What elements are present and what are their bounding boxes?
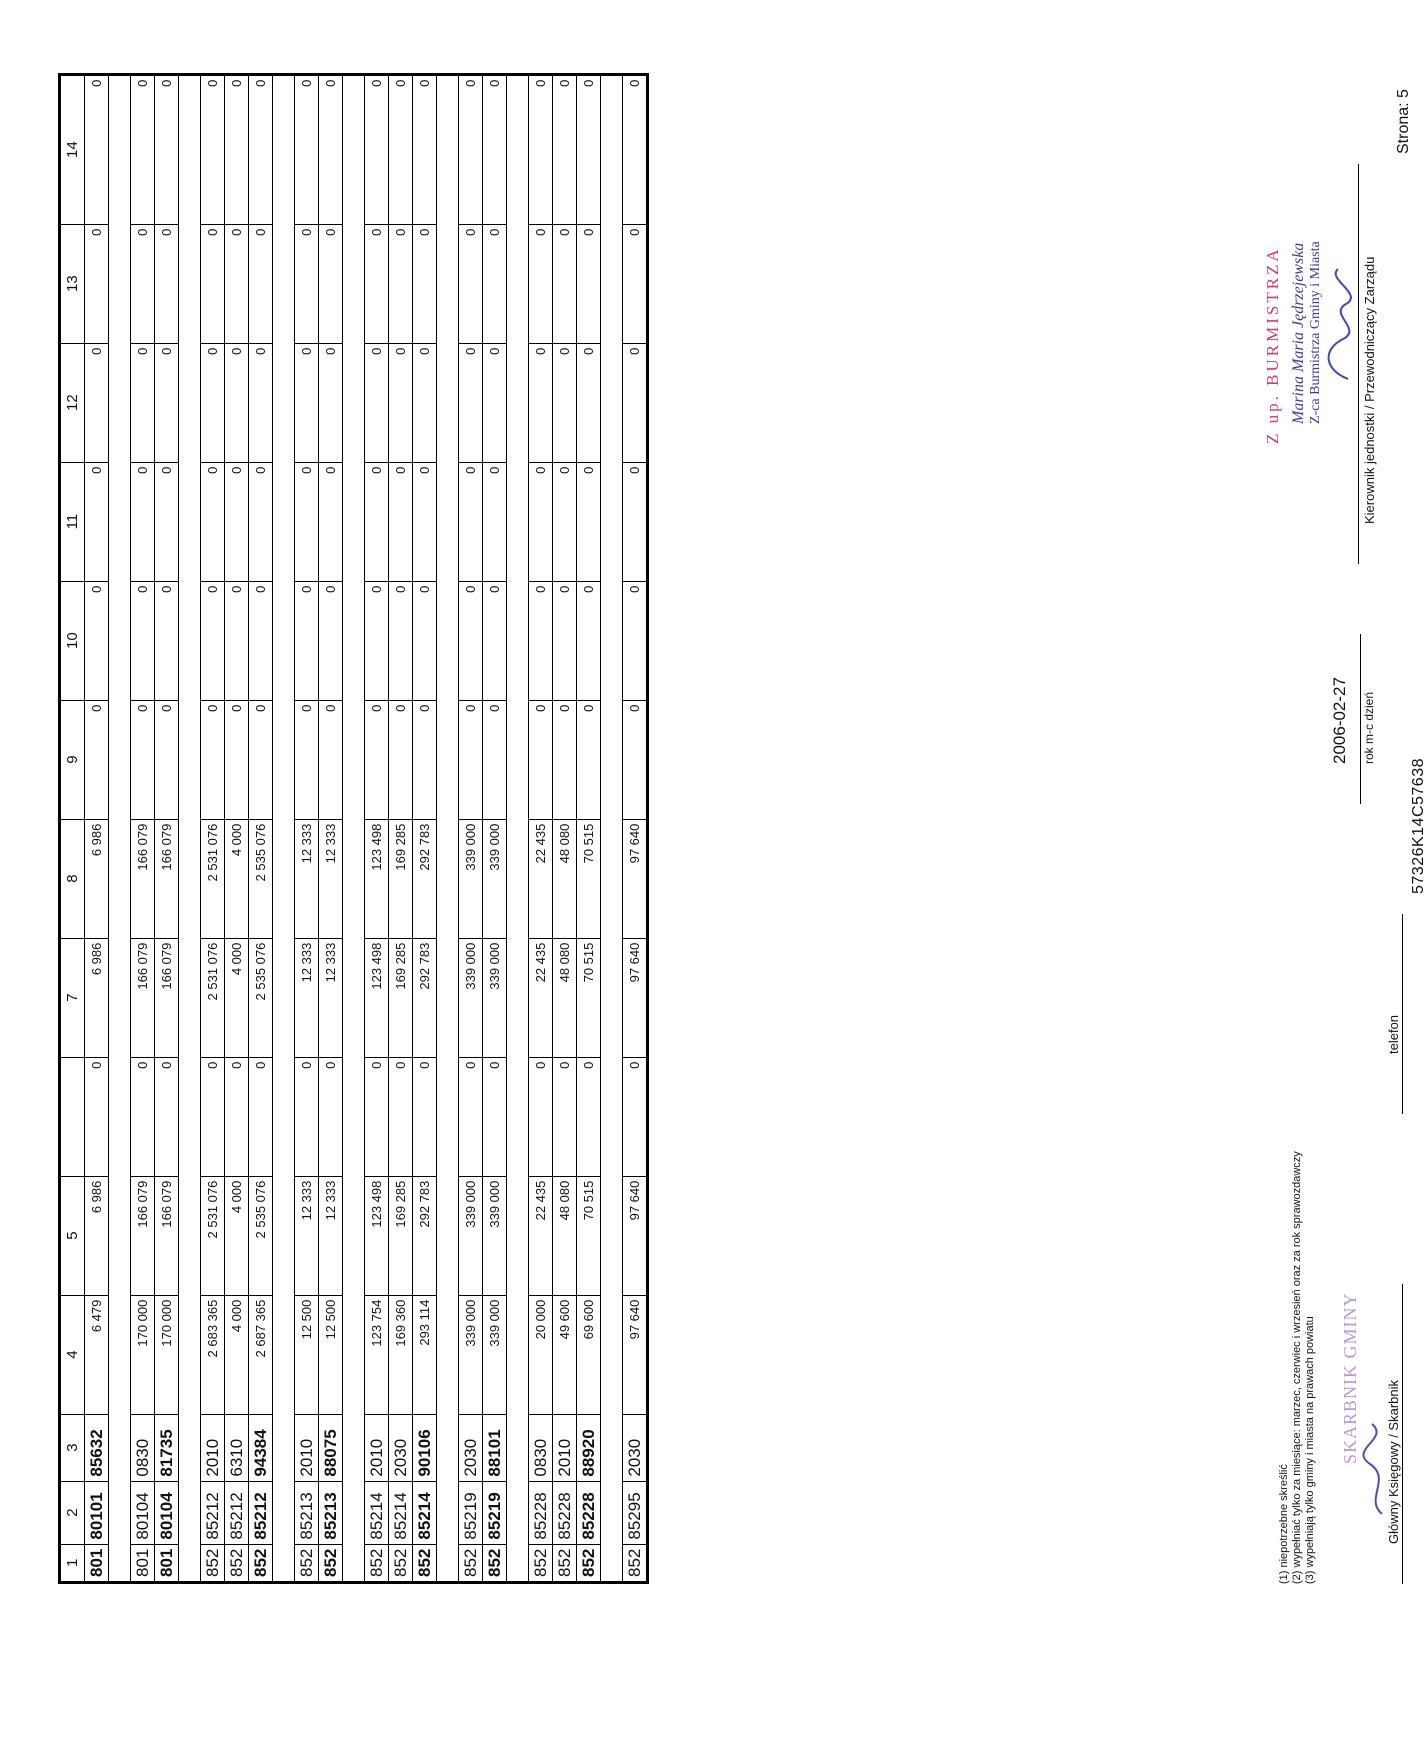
column-header: 11 [60,462,85,581]
date-caption: rok m-c dzień [1362,691,1376,764]
table-cell: 0 [319,1057,343,1176]
table-cell: 0 [85,343,109,462]
table-cell: 852 [249,1544,273,1582]
table-row [249,74,273,1582]
group-separator [437,74,459,1582]
table-cell: 48 080 [553,1176,577,1295]
table-cell: 0 [365,343,389,462]
table-cell: 0 [529,74,553,224]
table-cell: 0 [459,74,483,224]
table-cell: 80101 [85,1481,109,1544]
table-cell: 0 [483,74,507,224]
table-row [131,74,155,1582]
table-cell: 85219 [459,1481,483,1544]
left-stamp: SKARBNIK GMINY [1340,1292,1360,1464]
table-cell: 0 [483,581,507,700]
group-separator [601,74,623,1582]
table-cell: 0 [483,700,507,819]
table-cell: 6 986 [85,938,109,1057]
table-cell: 6 479 [85,1295,109,1414]
table-cell: 0 [623,343,648,462]
table-cell: 0 [85,462,109,581]
table-cell: 166 079 [155,819,179,938]
table-row [483,74,507,1582]
group-separator [109,74,131,1582]
accountant-line [1402,1284,1403,1584]
right-stamp-name: Marina Maria Jędrzejewska [1290,242,1307,424]
table-cell: 0 [577,581,601,700]
table-cell: 0 [483,1057,507,1176]
column-header: 10 [60,581,85,700]
table-cell: 0 [365,74,389,224]
table-cell: 6310 [225,1414,249,1481]
table-cell: 0 [249,343,273,462]
table-cell: 0 [623,700,648,819]
table-cell: 12 500 [319,1295,343,1414]
table-cell: 852 [295,1544,319,1582]
table-row [413,74,437,1582]
table-cell: 0 [319,224,343,343]
table-cell: 170 000 [155,1295,179,1414]
table-cell: 0 [131,1057,155,1176]
table-row [365,74,389,1582]
table-cell: 12 333 [295,1176,319,1295]
table-cell: 70 515 [577,938,601,1057]
table-cell: 0 [249,1057,273,1176]
table-cell: 0 [295,343,319,462]
table-cell: 339 000 [459,938,483,1057]
table-cell: 292 783 [413,938,437,1057]
table-cell: 0 [389,224,413,343]
table-cell: 0 [459,700,483,819]
table-cell: 166 079 [131,938,155,1057]
right-stamp-role: Z-ca Burmistrza Gminy i Miasta [1308,241,1323,424]
table-cell: 0 [155,74,179,224]
table-cell: 0 [225,343,249,462]
table-cell: 85212 [201,1481,225,1544]
table-row [577,74,601,1582]
table-cell: 0 [131,462,155,581]
note-1: (1) niepotrzebne skreślić [1278,1464,1290,1584]
table-row [201,74,225,1582]
table-cell: 80104 [131,1481,155,1544]
table-cell: 88101 [483,1414,507,1481]
table-cell: 49 600 [553,1295,577,1414]
table-cell: 22 435 [529,938,553,1057]
table-cell: 0 [225,581,249,700]
table-row [553,74,577,1582]
table-cell: 0 [553,462,577,581]
table-cell: 48 080 [553,819,577,938]
table-cell: 0 [85,581,109,700]
table-cell: 169 285 [389,1176,413,1295]
note-2: (2) wypełniać tylko za miesiące: marzec, czerwiec i wrzesień oraz za rok sprawozdawczy [1291,1151,1303,1584]
table-cell: 85212 [225,1481,249,1544]
table-row [389,74,413,1582]
table-cell: 2010 [201,1414,225,1481]
table-cell: 85214 [389,1481,413,1544]
table-cell: 0 [155,700,179,819]
table-cell: 2 531 076 [201,819,225,938]
table-cell: 339 000 [459,819,483,938]
table-row [319,74,343,1582]
table-cell: 0 [553,700,577,819]
group-separator [273,74,295,1582]
table-cell: 0 [577,1057,601,1176]
table-cell: 0 [459,462,483,581]
table-cell: 0 [201,462,225,581]
table-cell: 0 [155,343,179,462]
accountant-caption: Główny Księgowy / Skarbnik [1386,1379,1401,1544]
table-cell: 0 [365,224,389,343]
table-cell: 0 [295,224,319,343]
table-cell: 0 [249,224,273,343]
table-cell: 0 [155,1057,179,1176]
group-separator [179,74,201,1582]
table-cell: 0 [483,462,507,581]
table-cell: 22 435 [529,1176,553,1295]
table-cell: 0 [483,343,507,462]
table-cell: 0 [131,343,155,462]
table-cell: 0 [529,700,553,819]
table-cell: 0 [85,700,109,819]
table-cell: 0 [319,343,343,462]
table-cell: 97 640 [623,1295,648,1414]
table-cell: 0 [295,462,319,581]
manager-caption: Kierownik jednostki / Przewodniczący Zarządu [1362,256,1377,524]
table-row [155,74,179,1582]
table-cell: 6 986 [85,1176,109,1295]
column-header [60,1057,85,1176]
table-cell: 4 000 [225,938,249,1057]
table-cell: 0 [623,74,648,224]
table-cell: 12 333 [295,938,319,1057]
table-cell: 0 [553,581,577,700]
table-cell: 2 687 365 [249,1295,273,1414]
column-header: 5 [60,1176,85,1295]
table-cell: 88920 [577,1414,601,1481]
page-number: Strona: 5 [1395,89,1412,154]
table-cell: 0 [365,1057,389,1176]
table-row [225,74,249,1582]
table-cell: 6 986 [85,819,109,938]
table-cell: 2030 [623,1414,648,1481]
table-cell: 0 [529,343,553,462]
table-cell: 2 531 076 [201,1176,225,1295]
table-cell: 0 [389,462,413,581]
table-cell: 0 [553,224,577,343]
table-cell: 12 500 [295,1295,319,1414]
table-cell: 0 [225,700,249,819]
table-cell: 0 [85,74,109,224]
report-table [58,73,649,1584]
column-header: 3 [60,1414,85,1481]
report-date: 2006-02-27 [1330,677,1349,764]
table-cell: 0 [623,1057,648,1176]
table-cell: 123 498 [365,819,389,938]
table-cell: 2 535 076 [249,1176,273,1295]
table-cell: 85228 [553,1481,577,1544]
table-row [295,74,319,1582]
column-header: 2 [60,1481,85,1544]
table-cell: 169 360 [389,1295,413,1414]
table-cell: 97 640 [623,1176,648,1295]
table-cell: 852 [529,1544,553,1582]
table-cell: 0 [389,581,413,700]
table-cell: 852 [389,1544,413,1582]
table-cell: 0 [295,1057,319,1176]
table-cell: 97 640 [623,938,648,1057]
column-header: 13 [60,224,85,343]
table-cell: 80104 [155,1481,179,1544]
table-cell: 0 [413,1057,437,1176]
table-cell: 170 000 [131,1295,155,1414]
column-header: 9 [60,700,85,819]
table-cell: 852 [577,1544,601,1582]
table-row [623,74,648,1582]
table-cell: 852 [413,1544,437,1582]
table-cell: 0 [201,224,225,343]
table-cell: 0 [249,74,273,224]
table-cell: 85632 [85,1414,109,1481]
table-cell: 0 [295,581,319,700]
table-cell: 0 [131,224,155,343]
table-cell: 0 [225,1057,249,1176]
table-cell: 2010 [553,1414,577,1481]
note-3: (3) wypełniają tylko gminy i miasta na prawach powiatu [1304,1316,1316,1584]
table-cell: 0 [553,343,577,462]
table-cell: 0 [201,700,225,819]
table-cell: 0 [459,1057,483,1176]
table-cell: 2030 [389,1414,413,1481]
table-cell: 94384 [249,1414,273,1481]
table-cell: 852 [623,1544,648,1582]
table-cell: 0 [225,462,249,581]
column-header: 8 [60,819,85,938]
table-cell: 292 783 [413,1176,437,1295]
table-cell: 2030 [459,1414,483,1481]
table-cell: 85214 [413,1481,437,1544]
table-cell: 339 000 [483,1295,507,1414]
table-cell: 85228 [577,1481,601,1544]
table-cell: 0 [389,700,413,819]
table-cell: 0 [155,581,179,700]
table-cell: 0 [413,224,437,343]
table-cell: 0 [201,74,225,224]
table-cell: 0 [365,700,389,819]
table-cell: 169 285 [389,819,413,938]
table-cell: 0 [249,700,273,819]
table-cell: 166 079 [131,1176,155,1295]
table-cell: 166 079 [155,938,179,1057]
table-cell: 22 435 [529,819,553,938]
table-cell: 0 [155,462,179,581]
table-cell: 0 [389,1057,413,1176]
table-cell: 85295 [623,1481,648,1544]
table-cell: 0830 [131,1414,155,1481]
manager-signature-icon [1318,264,1354,384]
table-cell: 339 000 [459,1176,483,1295]
table-cell: 0 [529,581,553,700]
table-cell: 0 [577,700,601,819]
table-cell: 0 [413,700,437,819]
table-cell: 0 [413,343,437,462]
table-cell: 0 [413,462,437,581]
table-cell: 852 [459,1544,483,1582]
table-cell: 0 [389,74,413,224]
table-cell: 0 [623,462,648,581]
table-cell: 852 [365,1544,389,1582]
table-cell: 0 [295,700,319,819]
table-cell: 4 000 [225,1176,249,1295]
table-cell: 81735 [155,1414,179,1481]
phone-caption: telefon [1386,1014,1401,1054]
table-cell: 0 [319,462,343,581]
table-cell: 0 [577,343,601,462]
table-cell: 0 [577,462,601,581]
table-cell: 2 531 076 [201,938,225,1057]
table-cell: 0 [131,700,155,819]
table-cell: 0 [413,74,437,224]
table-cell: 0 [389,343,413,462]
column-header: 7 [60,938,85,1057]
table-cell: 90106 [413,1414,437,1481]
table-cell: 85219 [483,1481,507,1544]
table-cell: 0 [201,343,225,462]
table-cell: 852 [319,1544,343,1582]
table-cell: 2 535 076 [249,819,273,938]
table-cell: 85212 [249,1481,273,1544]
manager-line [1358,164,1359,564]
table-cell: 0 [623,581,648,700]
column-header: 1 [60,1544,85,1582]
table-cell: 2010 [365,1414,389,1481]
table-cell: 339 000 [459,1295,483,1414]
table-cell: 0 [225,74,249,224]
table-cell: 2 683 365 [201,1295,225,1414]
column-header: 14 [60,74,85,224]
table-cell: 0 [459,581,483,700]
table-cell: 0 [529,462,553,581]
table-cell: 123 498 [365,1176,389,1295]
date-line [1360,634,1361,804]
table-cell: 0 [577,74,601,224]
header-row [60,74,85,1582]
phone-line [1402,914,1403,1114]
table-cell: 0830 [529,1414,553,1481]
table-row [529,74,553,1582]
table-cell: 293 114 [413,1295,437,1414]
table-cell: 292 783 [413,819,437,938]
table-cell: 0 [483,224,507,343]
table-row [459,74,483,1582]
table-cell: 0 [459,224,483,343]
table-cell: 0 [553,1057,577,1176]
table-cell: 48 080 [553,938,577,1057]
table-cell: 852 [483,1544,507,1582]
table-cell: 0 [553,74,577,224]
table-cell: 339 000 [483,938,507,1057]
column-header: 4 [60,1295,85,1414]
table-cell: 852 [553,1544,577,1582]
table-cell: 12 333 [319,938,343,1057]
table-cell: 0 [295,74,319,224]
table-cell: 88075 [319,1414,343,1481]
table-cell: 85228 [529,1481,553,1544]
table-cell: 0 [249,581,273,700]
table-cell: 0 [85,1057,109,1176]
table-cell: 339 000 [483,1176,507,1295]
table-cell: 0 [319,581,343,700]
table-cell: 0 [365,462,389,581]
table-cell: 0 [201,581,225,700]
table-cell: 0 [529,224,553,343]
document-code: 57326K14C57638 [1410,757,1427,894]
table-cell: 12 333 [319,819,343,938]
column-header: 12 [60,343,85,462]
table-cell: 0 [201,1057,225,1176]
table-cell: 852 [225,1544,249,1582]
table-cell: 0 [85,224,109,343]
table-cell: 0 [413,581,437,700]
table-cell: 0 [459,343,483,462]
table-cell: 169 285 [389,938,413,1057]
table-cell: 12 333 [319,1176,343,1295]
table-cell: 166 079 [131,819,155,938]
table-cell: 2010 [295,1414,319,1481]
table-cell: 70 515 [577,819,601,938]
table-cell: 0 [249,462,273,581]
table-cell: 801 [155,1544,179,1582]
table-cell: 85213 [319,1481,343,1544]
table-cell: 4 000 [225,819,249,938]
table-cell: 0 [319,74,343,224]
table-cell: 85213 [295,1481,319,1544]
group-separator [343,74,365,1582]
table-cell: 4 000 [225,1295,249,1414]
table-cell: 0 [529,1057,553,1176]
table-cell: 123 498 [365,938,389,1057]
table-cell: 2 535 076 [249,938,273,1057]
table-cell: 20 000 [529,1295,553,1414]
table-cell: 0 [365,581,389,700]
table-cell: 801 [131,1544,155,1582]
table-cell: 0 [623,224,648,343]
table-cell: 0 [225,224,249,343]
table-cell: 123 754 [365,1295,389,1414]
table-cell: 0 [577,224,601,343]
table-cell: 166 079 [155,1176,179,1295]
table-cell: 0 [131,581,155,700]
table-cell: 70 515 [577,1176,601,1295]
table-cell: 0 [131,74,155,224]
right-stamp-title: Z up. BURMISTRZA [1263,246,1282,444]
table-cell: 97 640 [623,819,648,938]
table-cell: 69 600 [577,1295,601,1414]
table-cell: 0 [155,224,179,343]
table-row [85,74,109,1582]
table-cell: 801 [85,1544,109,1582]
table-cell: 12 333 [295,819,319,938]
table-cell: 852 [201,1544,225,1582]
group-separator [507,74,529,1582]
table-cell: 85214 [365,1481,389,1544]
table-cell: 0 [319,700,343,819]
table-cell: 339 000 [483,819,507,938]
